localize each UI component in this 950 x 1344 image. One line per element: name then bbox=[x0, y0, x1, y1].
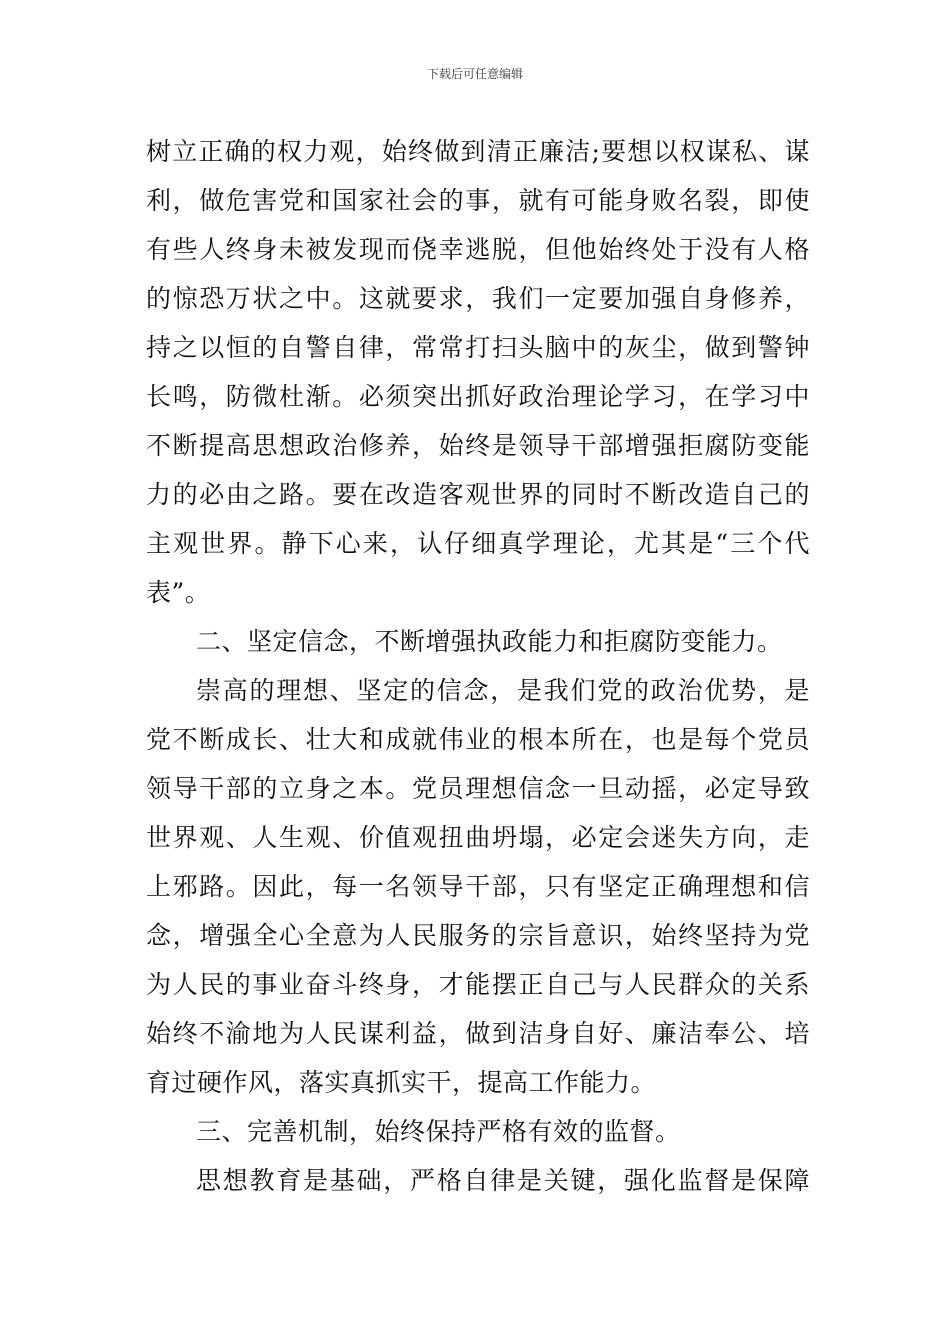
text-line: 党不断成长、壮大和成就伟业的根本所在，也是每个党员 bbox=[146, 725, 810, 754]
text-line: 主观世界。静下心来，认仔细真学理论，尤其是“三个代 bbox=[146, 529, 810, 558]
document-body bbox=[146, 127, 810, 1205]
text-line: 育过硬作风，落实真抓实干，提高工作能力。 bbox=[146, 1068, 657, 1097]
text-line: 有些人终身未被发现而侥幸逃脱，但他始终处于没有人格 bbox=[146, 235, 810, 264]
text-line: 领导干部的立身之本。党员理想信念一旦动摇，必定导致 bbox=[146, 774, 810, 803]
header-note: 下载后可任意编辑 bbox=[426, 67, 523, 81]
text-line: 始终不渝地为人民谋利益，做到洁身自好、廉洁奉公、培 bbox=[146, 1019, 810, 1048]
text-line: 三、完善机制，始终保持严格有效的监督。 bbox=[196, 1117, 681, 1146]
text-line: 为人民的事业奋斗终身，才能摆正自己与人民群众的关系 bbox=[146, 970, 810, 999]
text-line: 持之以恒的自警自律，常常打扫头脑中的灰尘，做到警钟 bbox=[146, 333, 810, 362]
text-line: 思想教育是基础，严格自律是关键，强化监督是保障 bbox=[196, 1166, 810, 1195]
text-line: 树立正确的权力观，始终做到清正廉洁;要想以权谋私、谋 bbox=[146, 137, 810, 166]
text-line: 崇高的理想、坚定的信念，是我们党的政治优势，是 bbox=[196, 676, 810, 705]
text-line: 的惊恐万状之中。这就要求，我们一定要加强自身修养， bbox=[146, 284, 810, 313]
text-line: 力的必由之路。要在改造客观世界的同时不断改造自己的 bbox=[146, 480, 810, 509]
text-line: 上邪路。因此，每一名领导干部，只有坚定正确理想和信 bbox=[146, 872, 810, 901]
text-line: 利，做危害党和国家社会的事，就有可能身败名裂，即使 bbox=[146, 186, 810, 215]
text-line: 念，增强全心全意为人民服务的宗旨意识，始终坚持为党 bbox=[146, 921, 810, 950]
text-line: 世界观、人生观、价值观扭曲坍塌，必定会迷失方向，走 bbox=[146, 823, 810, 852]
text-line: 不断提高思想政治修养，始终是领导干部增强拒腐防变能 bbox=[146, 431, 810, 460]
text-line: 二、坚定信念，不断增强执政能力和拒腐防变能力。 bbox=[196, 627, 783, 656]
text-line: 表”。 bbox=[146, 578, 211, 607]
text-line: 长鸣，防微杜渐。必须突出抓好政治理论学习，在学习中 bbox=[146, 382, 810, 411]
